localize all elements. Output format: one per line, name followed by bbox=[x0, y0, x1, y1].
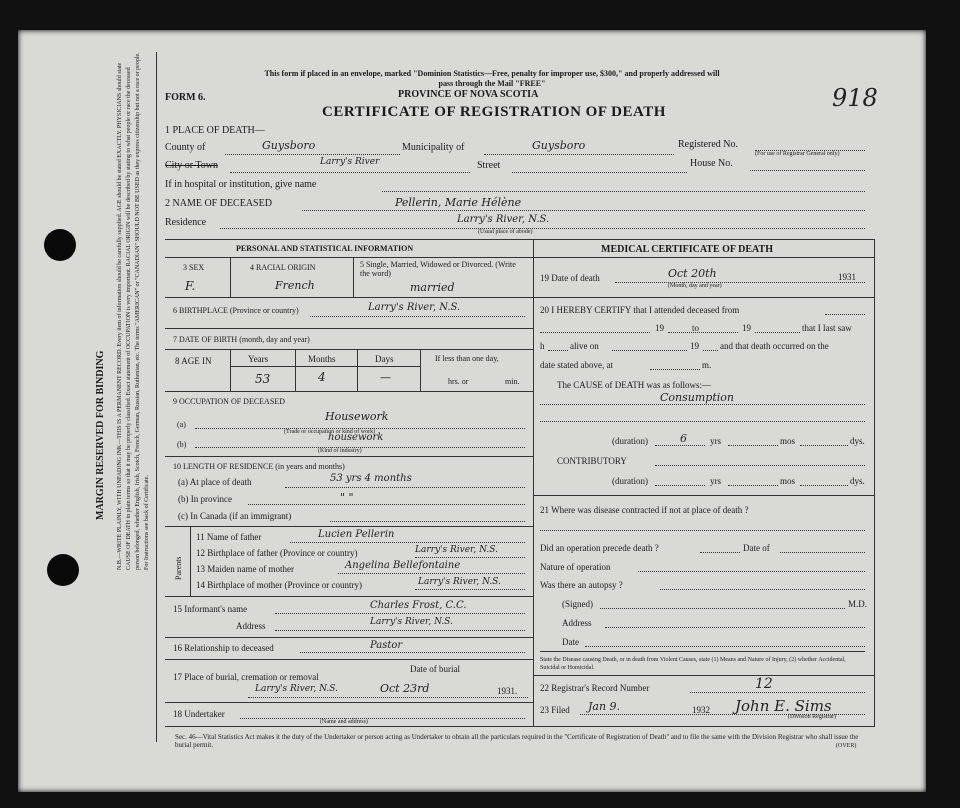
sex-label: 3 SEX bbox=[183, 263, 205, 272]
dys2-label: dys. bbox=[850, 476, 865, 486]
sex-value: F. bbox=[185, 279, 196, 293]
occupation-b: housework bbox=[328, 432, 384, 443]
operation-date-label: Date of bbox=[743, 543, 770, 553]
occ-a-label: (a) bbox=[177, 420, 186, 429]
occupation-b-note: (Kind of industry) bbox=[318, 448, 362, 454]
mos2-label: mos bbox=[780, 476, 796, 486]
informant-address-label: Address bbox=[236, 621, 266, 631]
in-province-value: " " bbox=[340, 491, 354, 504]
father-birthplace-label: 12 Birthplace of father (Province or country) bbox=[196, 548, 358, 558]
occ-b-label: (b) bbox=[177, 440, 187, 449]
less-day-label: If less than one day, bbox=[435, 354, 499, 363]
death-date-label: 19 Date of death bbox=[540, 273, 600, 283]
to-label: to bbox=[692, 323, 700, 333]
duration-years: 6 bbox=[680, 432, 687, 445]
contributory-label: CONTRIBUTORY bbox=[557, 456, 627, 466]
md-label: M.D. bbox=[848, 599, 868, 609]
marital-label: 5 Single, Married, Widowed or Divorced. (Write the word) bbox=[360, 260, 516, 278]
year-from: 19 bbox=[655, 323, 664, 333]
residence-value: Larry's River, N.S. bbox=[457, 214, 550, 225]
table-top-rule bbox=[165, 239, 875, 240]
filed-year: 1932 bbox=[692, 705, 710, 715]
burial-date-label: Date of burial bbox=[410, 664, 460, 674]
medical-heading: MEDICAL CERTIFICATE OF DEATH bbox=[601, 244, 773, 255]
hrs-label: hrs. or bbox=[448, 377, 469, 386]
burial-year: 1931. bbox=[497, 686, 518, 696]
months-label: Months bbox=[308, 354, 336, 364]
residence-label: Residence bbox=[165, 217, 207, 228]
dys-label: dys. bbox=[850, 436, 865, 446]
burial-label: 17 Place of burial, cremation or removal bbox=[173, 672, 319, 682]
disease-note: State the Disease causing Death, or in death from Violent Causes, state (1) Means and Nature of Injury, (2) whether Accidental, Suicidal or Homicidal. bbox=[540, 657, 846, 671]
age-label: 8 AGE IN bbox=[175, 356, 212, 366]
county-value: Guysboro bbox=[262, 139, 316, 152]
occupation-label: 9 OCCUPATION OF DECEASED bbox=[173, 397, 285, 406]
registered-note: (For use of Registrar General only) bbox=[755, 151, 840, 157]
birthplace-label: 6 BIRTHPLACE (Province or country) bbox=[173, 306, 299, 315]
h-label: h bbox=[540, 341, 545, 351]
certify-label: 20 I HEREBY CERTIFY that I attended deceased from bbox=[540, 305, 740, 315]
county-label: County of bbox=[165, 142, 206, 153]
age-years: 53 bbox=[255, 372, 271, 386]
death-date: Oct 20th bbox=[668, 267, 717, 280]
alive-year: 19 bbox=[690, 341, 699, 351]
binding-hole-bottom bbox=[47, 554, 79, 586]
where-contracted-label: 21 Where was disease contracted if not at place of death ? bbox=[540, 505, 749, 515]
alive-on-label: alive on bbox=[570, 341, 599, 351]
city-label: City or Town bbox=[165, 160, 219, 171]
binding-hole-top bbox=[44, 229, 76, 261]
m-label: m. bbox=[702, 360, 712, 370]
filed-label: 23 Filed bbox=[540, 705, 570, 715]
mother-name-label: 13 Maiden name of mother bbox=[196, 564, 294, 574]
form-number: FORM 6. bbox=[165, 92, 206, 103]
doctor-address-label: Address bbox=[562, 618, 592, 628]
place-heading: 1 PLACE OF DEATH— bbox=[165, 125, 265, 136]
year-to: 19 bbox=[742, 323, 751, 333]
last-saw-label: that I last saw bbox=[802, 323, 852, 333]
date-stated-label: date stated above, at bbox=[540, 360, 613, 370]
residence-length-label: 10 LENGTH OF RESIDENCE (in years and months) bbox=[173, 462, 345, 471]
relationship-value: Pastor bbox=[370, 640, 403, 651]
at-place-value: 53 yrs 4 months bbox=[330, 473, 412, 484]
age-months: 4 bbox=[318, 370, 326, 384]
years-label: Years bbox=[248, 354, 269, 364]
yrs-label: yrs bbox=[710, 436, 721, 446]
birthplace-value: Larry's River, N.S. bbox=[368, 302, 461, 313]
mother-name: Angelina Bellefontaine bbox=[345, 560, 461, 571]
father-name: Lucien Pellerin bbox=[318, 529, 395, 540]
deceased-name-label: 2 NAME OF DECEASED bbox=[165, 198, 272, 209]
personal-heading: PERSONAL AND STATISTICAL INFORMATION bbox=[236, 244, 414, 253]
parents-label: Parents bbox=[174, 556, 183, 580]
column-divider bbox=[533, 239, 534, 726]
deceased-name: Pellerin, Marie Hélène bbox=[395, 196, 522, 209]
over-label: (OVER) bbox=[836, 743, 857, 749]
death-date-note: (Month, day and year) bbox=[668, 283, 722, 289]
father-name-label: 11 Name of father bbox=[196, 532, 262, 542]
age-days: — bbox=[380, 371, 391, 384]
municipality-value: Guysboro bbox=[532, 139, 586, 152]
doctor-date-label: Date bbox=[562, 637, 579, 647]
house-label: House No. bbox=[690, 158, 733, 169]
street-label: Street bbox=[477, 160, 501, 171]
record-number-label: 22 Registrar's Record Number bbox=[540, 683, 650, 693]
nature-label: Nature of operation bbox=[540, 562, 611, 572]
marital-value: married bbox=[410, 281, 455, 294]
mos-label: mos bbox=[780, 436, 796, 446]
race-label: 4 RACIAL ORIGIN bbox=[250, 263, 316, 272]
relationship-label: 16 Relationship to deceased bbox=[173, 643, 274, 653]
death-year: 1931 bbox=[838, 272, 856, 282]
certificate-title: CERTIFICATE OF REGISTRATION OF DEATH bbox=[322, 104, 666, 120]
margin-instructions: N.B.—WRITE PLAINLY, WITH UNFADING INK—THIS IS A PERMANENT RECORD. Every item of information should be carefully supplied. AGE should be stated EXACTLY. PHYSICIANS should state CAUSE OF DEATH in plain terms so that it may be properly classified. Exact statement of OCCUPATION is very important. RACIAL ORIGIN will be described by stating to what people or race the deceased person belonged, whether English, Irish, Scotch, French, German, Russian, Ruthenian, etc. The terms "AMERICAN" or "CANADIAN" SHOULD NOT BE USED as they express citizenship but not a race or people. For Instructions see back of Certificate. bbox=[117, 52, 150, 570]
in-canada-label: (c) In Canada (if an immigrant) bbox=[178, 511, 292, 521]
informant-address: Larry's River, N.S. bbox=[370, 617, 453, 627]
father-birthplace: Larry's River, N.S. bbox=[415, 545, 498, 555]
at-place-label: (a) At place of death bbox=[178, 477, 252, 487]
in-province-label: (b) In province bbox=[178, 494, 232, 504]
cause-value: Consumption bbox=[660, 391, 734, 404]
table-bottom-rule bbox=[165, 726, 875, 727]
duration-label: (duration) bbox=[612, 436, 648, 446]
occupation-a-note: (Trade or occupation or kind of work) bbox=[284, 429, 376, 435]
certificate-paper bbox=[18, 30, 926, 792]
footer-note: Sec. 46—Vital Statistics Act makes it the duty of the Undertaker or person acting as Undertaker to obtain all the particulars required in the "Certificate of Registration of Death" and to file the same with the Division Registrar who shall issue the burial permit. bbox=[175, 733, 859, 749]
municipality-label: Municipality of bbox=[402, 142, 465, 153]
record-number: 12 bbox=[755, 676, 773, 692]
duration2-label: (duration) bbox=[612, 476, 648, 486]
operation-label: Did an operation precede death ? bbox=[540, 543, 659, 553]
registered-label: Registered No. bbox=[678, 139, 738, 150]
autopsy-label: Was there an autopsy ? bbox=[540, 580, 623, 590]
burial-place: Larry's River, N.S. bbox=[255, 684, 338, 694]
registrar-note: (Division Registrar) bbox=[788, 714, 837, 720]
certificate-number: 918 bbox=[832, 84, 878, 112]
cause-label: The CAUSE of DEATH was as follows:— bbox=[557, 380, 711, 390]
min-label: min. bbox=[505, 377, 520, 386]
days-label: Days bbox=[375, 354, 394, 364]
registrar-signature: John E. Sims bbox=[735, 697, 832, 715]
undertaker-label: 18 Undertaker bbox=[173, 709, 225, 719]
mother-birthplace: Larry's River, N.S. bbox=[418, 577, 501, 587]
province-heading: PROVINCE OF NOVA SCOTIA bbox=[398, 89, 539, 100]
city-value: Larry's River bbox=[320, 157, 380, 167]
yrs2-label: yrs bbox=[710, 476, 721, 486]
mail-notice: This form if placed in an envelope, marked "Dominion Statistics—Free, penalty for improper use, $300," and properly addressed will pass through the Mail "FREE" bbox=[264, 69, 720, 88]
informant-label: 15 Informant's name bbox=[173, 604, 248, 614]
mother-birthplace-label: 14 Birthplace of mother (Province or country) bbox=[196, 580, 362, 590]
residence-note: (Usual place of abode) bbox=[478, 229, 533, 235]
signed-label: (Signed) bbox=[562, 599, 593, 609]
burial-date: Oct 23rd bbox=[380, 682, 430, 695]
death-occurred-label: and that death occurred on the bbox=[720, 341, 829, 351]
undertaker-note: (Name and address) bbox=[320, 719, 368, 725]
left-border bbox=[156, 52, 157, 742]
dob-label: 7 DATE OF BIRTH (month, day and year) bbox=[173, 335, 310, 344]
binding-margin-label: MARGIN RESERVED FOR BINDING bbox=[95, 350, 106, 520]
informant-name: Charles Frost, C.C. bbox=[370, 600, 467, 611]
filed-date: Jan 9. bbox=[588, 700, 621, 713]
race-value: French bbox=[275, 279, 315, 292]
hospital-label: If in hospital or institution, give name bbox=[165, 179, 317, 190]
occupation-a: Housework bbox=[325, 410, 389, 423]
